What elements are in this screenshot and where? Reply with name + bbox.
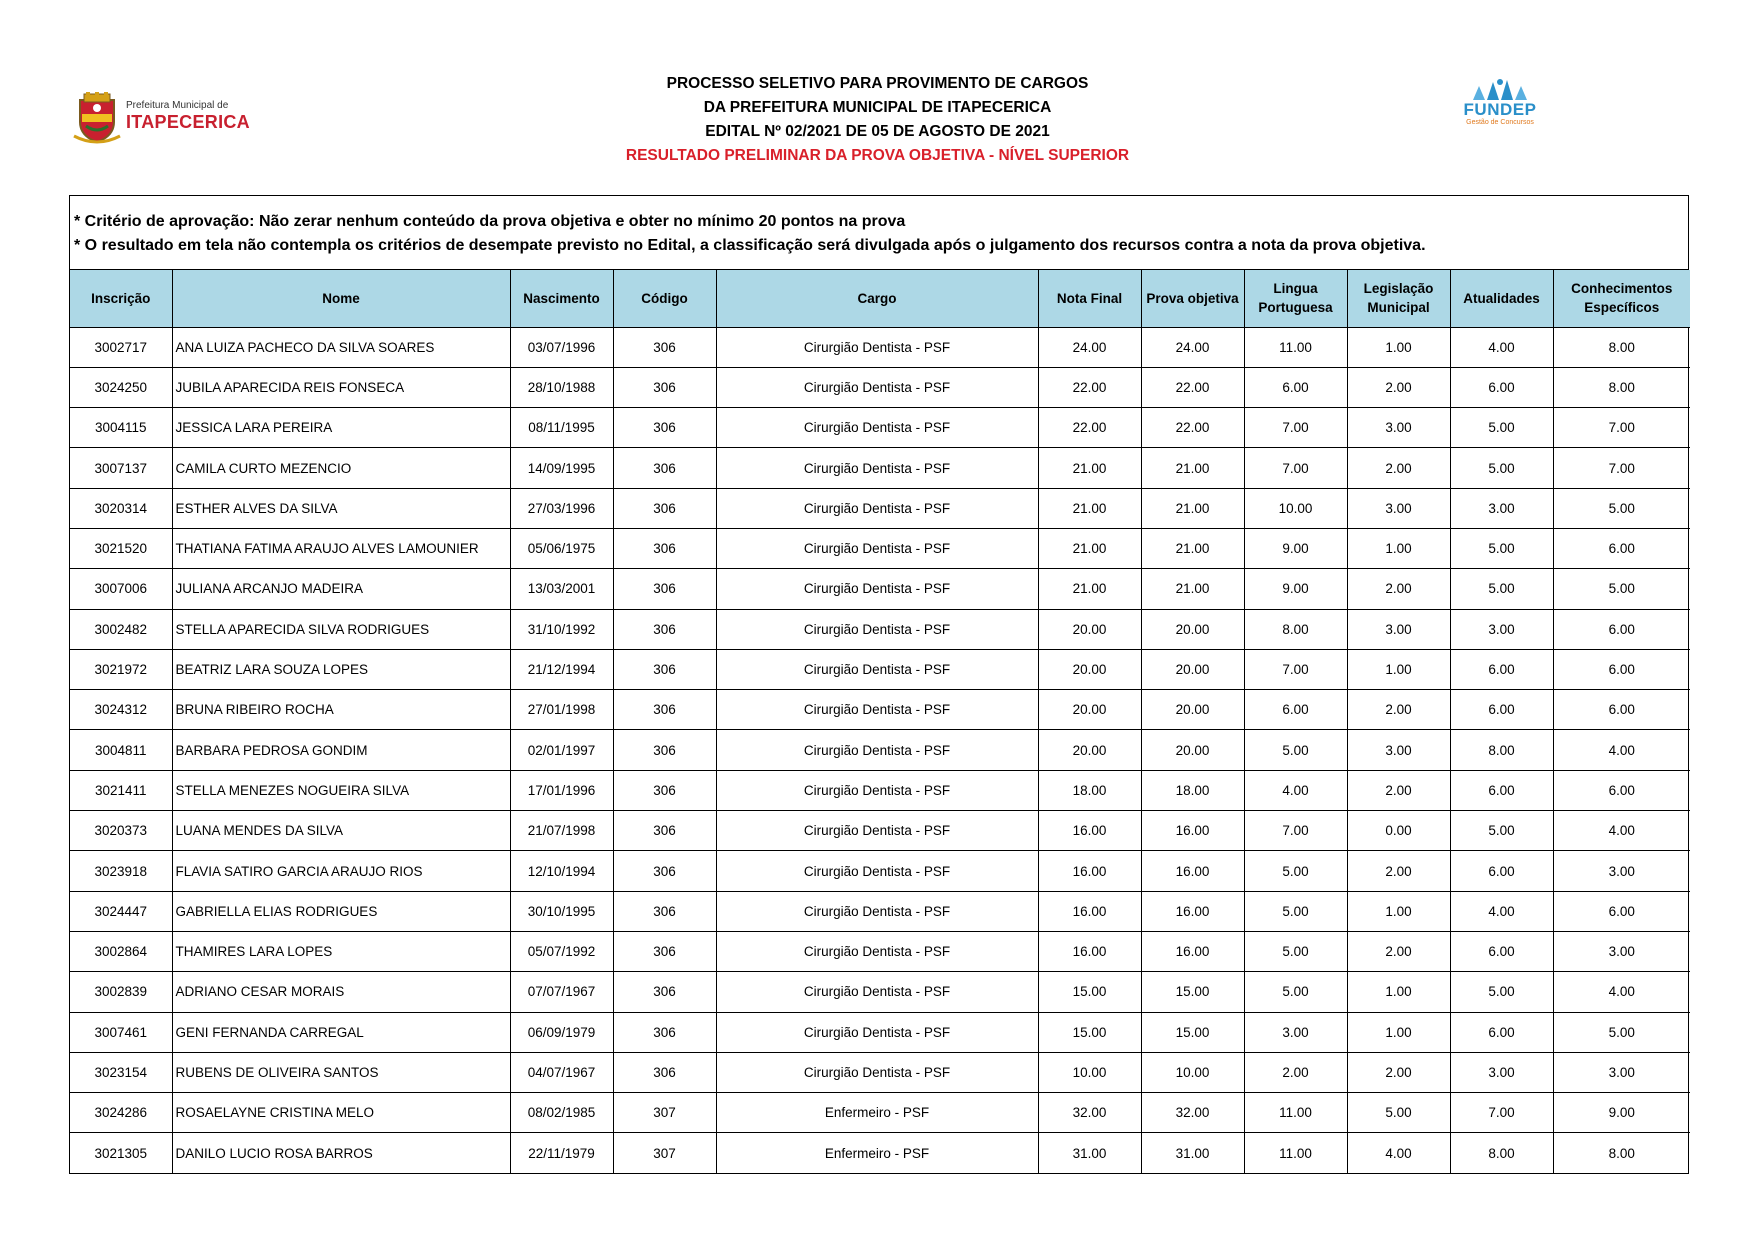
cell-prova-objetiva: 15.00 xyxy=(1141,972,1244,1012)
cell-lingua-portuguesa: 6.00 xyxy=(1244,367,1347,407)
cell-cargo: Cirurgião Dentista - PSF xyxy=(716,931,1038,971)
table-row xyxy=(70,690,1690,730)
table-row xyxy=(70,488,1690,528)
cell-lingua-portuguesa: 7.00 xyxy=(1244,448,1347,488)
cell-lingua-portuguesa: 6.00 xyxy=(1244,690,1347,730)
col-prova-objetiva: Prova objetiva xyxy=(1141,270,1244,327)
cell-prova-objetiva: 31.00 xyxy=(1141,1133,1244,1173)
cell-prova-objetiva: 20.00 xyxy=(1141,649,1244,689)
notes xyxy=(70,196,1688,270)
cell-conhecimentos-especificos: 5.00 xyxy=(1553,1012,1690,1052)
cell-legislacao-municipal: 2.00 xyxy=(1347,448,1450,488)
cell-nome: GABRIELLA ELIAS RODRIGUES xyxy=(172,891,510,931)
cell-inscricao: 3007006 xyxy=(70,569,172,609)
cell-atualidades: 6.00 xyxy=(1450,367,1553,407)
note-criteria: * Critério de aprovação: Não zerar nenhum conteúdo da prova objetiva e obter no mínimo 20 pontos na prova xyxy=(74,213,906,230)
cell-cargo: Enfermeiro - PSF xyxy=(716,1133,1038,1173)
cell-cargo: Cirurgião Dentista - PSF xyxy=(716,609,1038,649)
col-nota-final: Nota Final xyxy=(1038,270,1141,327)
cell-nota-final: 22.00 xyxy=(1038,367,1141,407)
cell-atualidades: 5.00 xyxy=(1450,408,1553,448)
cell-codigo: 306 xyxy=(613,730,716,770)
cell-prova-objetiva: 20.00 xyxy=(1141,609,1244,649)
cell-conhecimentos-especificos: 3.00 xyxy=(1553,851,1690,891)
cell-lingua-portuguesa: 5.00 xyxy=(1244,891,1347,931)
col-conhecimentos-line2: Específicos xyxy=(1584,300,1660,316)
logo-small-text: Prefeitura Municipal de xyxy=(126,100,229,111)
cell-cargo: Cirurgião Dentista - PSF xyxy=(716,488,1038,528)
cell-nome: DANILO LUCIO ROSA BARROS xyxy=(172,1133,510,1173)
cell-nascimento: 12/10/1994 xyxy=(510,851,613,891)
cell-nascimento: 06/09/1979 xyxy=(510,1012,613,1052)
cell-inscricao: 3021520 xyxy=(70,528,172,568)
cell-conhecimentos-especificos: 6.00 xyxy=(1553,770,1690,810)
cell-prova-objetiva: 16.00 xyxy=(1141,811,1244,851)
cell-nome: LUANA MENDES DA SILVA xyxy=(172,811,510,851)
cell-atualidades: 6.00 xyxy=(1450,931,1553,971)
cell-legislacao-municipal: 1.00 xyxy=(1347,972,1450,1012)
cell-codigo: 306 xyxy=(613,690,716,730)
cell-nota-final: 15.00 xyxy=(1038,972,1141,1012)
cell-nota-final: 31.00 xyxy=(1038,1133,1141,1173)
table-row xyxy=(70,770,1690,810)
cell-atualidades: 3.00 xyxy=(1450,1052,1553,1092)
cell-prova-objetiva: 20.00 xyxy=(1141,690,1244,730)
cell-codigo: 307 xyxy=(613,1093,716,1133)
cell-prova-objetiva: 16.00 xyxy=(1141,891,1244,931)
cell-legislacao-municipal: 2.00 xyxy=(1347,1052,1450,1092)
cell-conhecimentos-especificos: 8.00 xyxy=(1553,327,1690,367)
results-table xyxy=(70,270,1690,1173)
cell-conhecimentos-especificos: 7.00 xyxy=(1553,408,1690,448)
cell-atualidades: 4.00 xyxy=(1450,327,1553,367)
cell-nascimento: 27/01/1998 xyxy=(510,690,613,730)
col-codigo: Código xyxy=(613,270,716,327)
cell-nascimento: 21/07/1998 xyxy=(510,811,613,851)
document-header xyxy=(0,72,1755,168)
cell-codigo: 307 xyxy=(613,1133,716,1173)
cell-nascimento: 08/02/1985 xyxy=(510,1093,613,1133)
cell-lingua-portuguesa: 11.00 xyxy=(1244,1093,1347,1133)
cell-nascimento: 02/01/1997 xyxy=(510,730,613,770)
cell-legislacao-municipal: 2.00 xyxy=(1347,851,1450,891)
cell-nascimento: 04/07/1967 xyxy=(510,1052,613,1092)
cell-codigo: 306 xyxy=(613,891,716,931)
cell-conhecimentos-especificos: 4.00 xyxy=(1553,811,1690,851)
logo-big-text: ITAPECERICA xyxy=(126,112,250,132)
cell-lingua-portuguesa: 9.00 xyxy=(1244,528,1347,568)
cell-nome: JUBILA APARECIDA REIS FONSECA xyxy=(172,367,510,407)
header-line-3: EDITAL Nº 02/2021 DE 05 DE AGOSTO DE 2021 xyxy=(705,123,1050,140)
cell-prova-objetiva: 20.00 xyxy=(1141,730,1244,770)
cell-codigo: 306 xyxy=(613,569,716,609)
col-lingua-line2: Portuguesa xyxy=(1258,300,1333,316)
table-row xyxy=(70,327,1690,367)
table-row xyxy=(70,851,1690,891)
cell-lingua-portuguesa: 7.00 xyxy=(1244,811,1347,851)
cell-nome: JULIANA ARCANJO MADEIRA xyxy=(172,569,510,609)
cell-prova-objetiva: 18.00 xyxy=(1141,770,1244,810)
cell-inscricao: 3024447 xyxy=(70,891,172,931)
cell-cargo: Cirurgião Dentista - PSF xyxy=(716,811,1038,851)
table-row xyxy=(70,1133,1690,1173)
cell-nota-final: 16.00 xyxy=(1038,931,1141,971)
col-cargo: Cargo xyxy=(716,270,1038,327)
cell-codigo: 306 xyxy=(613,448,716,488)
cell-inscricao: 3004811 xyxy=(70,730,172,770)
table-row xyxy=(70,367,1690,407)
cell-prova-objetiva: 10.00 xyxy=(1141,1052,1244,1092)
col-legislacao-line2: Municipal xyxy=(1367,300,1430,316)
cell-lingua-portuguesa: 5.00 xyxy=(1244,931,1347,971)
cell-codigo: 306 xyxy=(613,367,716,407)
cell-prova-objetiva: 21.00 xyxy=(1141,448,1244,488)
cell-prova-objetiva: 21.00 xyxy=(1141,569,1244,609)
cell-inscricao: 3024286 xyxy=(70,1093,172,1133)
cell-codigo: 306 xyxy=(613,609,716,649)
cell-legislacao-municipal: 3.00 xyxy=(1347,730,1450,770)
cell-inscricao: 3007461 xyxy=(70,1012,172,1052)
cell-atualidades: 6.00 xyxy=(1450,851,1553,891)
cell-codigo: 306 xyxy=(613,851,716,891)
cell-legislacao-municipal: 1.00 xyxy=(1347,528,1450,568)
cell-conhecimentos-especificos: 6.00 xyxy=(1553,690,1690,730)
cell-legislacao-municipal: 2.00 xyxy=(1347,367,1450,407)
cell-nome: GENI FERNANDA CARREGAL xyxy=(172,1012,510,1052)
cell-atualidades: 8.00 xyxy=(1450,1133,1553,1173)
table-row xyxy=(70,569,1690,609)
cell-nota-final: 16.00 xyxy=(1038,851,1141,891)
cell-inscricao: 3002482 xyxy=(70,609,172,649)
cell-conhecimentos-especificos: 7.00 xyxy=(1553,448,1690,488)
cell-conhecimentos-especificos: 4.00 xyxy=(1553,972,1690,1012)
cell-nota-final: 22.00 xyxy=(1038,408,1141,448)
col-conhecimentos-line1: Conhecimentos xyxy=(1571,281,1673,297)
cell-conhecimentos-especificos: 8.00 xyxy=(1553,1133,1690,1173)
cell-atualidades: 4.00 xyxy=(1450,891,1553,931)
cell-nome: RUBENS DE OLIVEIRA SANTOS xyxy=(172,1052,510,1092)
cell-codigo: 306 xyxy=(613,1052,716,1092)
cell-legislacao-municipal: 0.00 xyxy=(1347,811,1450,851)
cell-nome: ESTHER ALVES DA SILVA xyxy=(172,488,510,528)
cell-legislacao-municipal: 3.00 xyxy=(1347,488,1450,528)
cell-nota-final: 20.00 xyxy=(1038,649,1141,689)
col-legislacao-municipal xyxy=(1347,270,1450,327)
cell-nascimento: 08/11/1995 xyxy=(510,408,613,448)
table-row xyxy=(70,730,1690,770)
cell-atualidades: 3.00 xyxy=(1450,488,1553,528)
cell-cargo: Enfermeiro - PSF xyxy=(716,1093,1038,1133)
cell-prova-objetiva: 16.00 xyxy=(1141,851,1244,891)
cell-nota-final: 10.00 xyxy=(1038,1052,1141,1092)
cell-atualidades: 6.00 xyxy=(1450,649,1553,689)
cell-nome: STELLA MENEZES NOGUEIRA SILVA xyxy=(172,770,510,810)
cell-cargo: Cirurgião Dentista - PSF xyxy=(716,770,1038,810)
cell-cargo: Cirurgião Dentista - PSF xyxy=(716,569,1038,609)
cell-lingua-portuguesa: 7.00 xyxy=(1244,408,1347,448)
cell-nota-final: 16.00 xyxy=(1038,891,1141,931)
table-row xyxy=(70,891,1690,931)
cell-atualidades: 6.00 xyxy=(1450,690,1553,730)
cell-lingua-portuguesa: 11.00 xyxy=(1244,327,1347,367)
cell-nascimento: 21/12/1994 xyxy=(510,649,613,689)
cell-cargo: Cirurgião Dentista - PSF xyxy=(716,528,1038,568)
cell-nota-final: 20.00 xyxy=(1038,690,1141,730)
cell-codigo: 306 xyxy=(613,408,716,448)
fundep-sub: Gestão de Concursos xyxy=(1466,119,1534,126)
cell-conhecimentos-especificos: 5.00 xyxy=(1553,569,1690,609)
cell-atualidades: 8.00 xyxy=(1450,730,1553,770)
cell-legislacao-municipal: 4.00 xyxy=(1347,1133,1450,1173)
cell-atualidades: 5.00 xyxy=(1450,569,1553,609)
cell-atualidades: 3.00 xyxy=(1450,609,1553,649)
cell-nota-final: 20.00 xyxy=(1038,609,1141,649)
cell-nome: BARBARA PEDROSA GONDIM xyxy=(172,730,510,770)
cell-legislacao-municipal: 1.00 xyxy=(1347,1012,1450,1052)
cell-inscricao: 3021305 xyxy=(70,1133,172,1173)
cell-atualidades: 6.00 xyxy=(1450,770,1553,810)
header-line-2: DA PREFEITURA MUNICIPAL DE ITAPECERICA xyxy=(703,99,1052,116)
cell-inscricao: 3004115 xyxy=(70,408,172,448)
cell-cargo: Cirurgião Dentista - PSF xyxy=(716,1052,1038,1092)
col-lingua-portuguesa xyxy=(1244,270,1347,327)
cell-codigo: 306 xyxy=(613,931,716,971)
cell-lingua-portuguesa: 3.00 xyxy=(1244,1012,1347,1052)
cell-legislacao-municipal: 3.00 xyxy=(1347,609,1450,649)
cell-nome: JESSICA LARA PEREIRA xyxy=(172,408,510,448)
cell-legislacao-municipal: 2.00 xyxy=(1347,690,1450,730)
cell-atualidades: 6.00 xyxy=(1450,1012,1553,1052)
cell-legislacao-municipal: 1.00 xyxy=(1347,649,1450,689)
cell-conhecimentos-especificos: 3.00 xyxy=(1553,1052,1690,1092)
table-row xyxy=(70,811,1690,851)
cell-nome: FLAVIA SATIRO GARCIA ARAUJO RIOS xyxy=(172,851,510,891)
cell-nascimento: 05/07/1992 xyxy=(510,931,613,971)
cell-cargo: Cirurgião Dentista - PSF xyxy=(716,649,1038,689)
cell-conhecimentos-especificos: 4.00 xyxy=(1553,730,1690,770)
table-row xyxy=(70,1093,1690,1133)
cell-inscricao: 3007137 xyxy=(70,448,172,488)
cell-conhecimentos-especificos: 6.00 xyxy=(1553,528,1690,568)
cell-prova-objetiva: 24.00 xyxy=(1141,327,1244,367)
cell-codigo: 306 xyxy=(613,649,716,689)
cell-lingua-portuguesa: 11.00 xyxy=(1244,1133,1347,1173)
cell-nome: ADRIANO CESAR MORAIS xyxy=(172,972,510,1012)
cell-cargo: Cirurgião Dentista - PSF xyxy=(716,408,1038,448)
cell-nota-final: 18.00 xyxy=(1038,770,1141,810)
cell-lingua-portuguesa: 9.00 xyxy=(1244,569,1347,609)
cell-inscricao: 3023918 xyxy=(70,851,172,891)
cell-nascimento: 13/03/2001 xyxy=(510,569,613,609)
cell-nota-final: 21.00 xyxy=(1038,569,1141,609)
cell-lingua-portuguesa: 5.00 xyxy=(1244,851,1347,891)
table-row xyxy=(70,528,1690,568)
cell-cargo: Cirurgião Dentista - PSF xyxy=(716,690,1038,730)
cell-cargo: Cirurgião Dentista - PSF xyxy=(716,367,1038,407)
cell-nascimento: 07/07/1967 xyxy=(510,972,613,1012)
cell-prova-objetiva: 22.00 xyxy=(1141,367,1244,407)
cell-lingua-portuguesa: 10.00 xyxy=(1244,488,1347,528)
table-row xyxy=(70,649,1690,689)
cell-nascimento: 14/09/1995 xyxy=(510,448,613,488)
cell-lingua-portuguesa: 5.00 xyxy=(1244,972,1347,1012)
cell-codigo: 306 xyxy=(613,327,716,367)
cell-inscricao: 3020314 xyxy=(70,488,172,528)
cell-conhecimentos-especificos: 8.00 xyxy=(1553,367,1690,407)
cell-conhecimentos-especificos: 6.00 xyxy=(1553,891,1690,931)
cell-conhecimentos-especificos: 6.00 xyxy=(1553,649,1690,689)
cell-nascimento: 30/10/1995 xyxy=(510,891,613,931)
cell-nome: CAMILA CURTO MEZENCIO xyxy=(172,448,510,488)
cell-inscricao: 3002864 xyxy=(70,931,172,971)
cell-inscricao: 3023154 xyxy=(70,1052,172,1092)
cell-prova-objetiva: 21.00 xyxy=(1141,528,1244,568)
cell-nota-final: 32.00 xyxy=(1038,1093,1141,1133)
col-legislacao-line1: Legislação xyxy=(1363,281,1434,297)
cell-codigo: 306 xyxy=(613,972,716,1012)
cell-cargo: Cirurgião Dentista - PSF xyxy=(716,448,1038,488)
cell-inscricao: 3021972 xyxy=(70,649,172,689)
cell-cargo: Cirurgião Dentista - PSF xyxy=(716,327,1038,367)
cell-nascimento: 22/11/1979 xyxy=(510,1133,613,1173)
table-row xyxy=(70,931,1690,971)
cell-nome: STELLA APARECIDA SILVA RODRIGUES xyxy=(172,609,510,649)
cell-cargo: Cirurgião Dentista - PSF xyxy=(716,1012,1038,1052)
cell-atualidades: 5.00 xyxy=(1450,811,1553,851)
cell-conhecimentos-especificos: 6.00 xyxy=(1553,609,1690,649)
cell-lingua-portuguesa: 4.00 xyxy=(1244,770,1347,810)
fundep-word: FUNDEP xyxy=(1463,100,1537,119)
cell-cargo: Cirurgião Dentista - PSF xyxy=(716,730,1038,770)
cell-legislacao-municipal: 3.00 xyxy=(1347,408,1450,448)
table-header-row xyxy=(70,270,1690,327)
cell-prova-objetiva: 22.00 xyxy=(1141,408,1244,448)
cell-nome: BEATRIZ LARA SOUZA LOPES xyxy=(172,649,510,689)
results-box xyxy=(69,195,1689,1174)
cell-nome: BRUNA RIBEIRO ROCHA xyxy=(172,690,510,730)
cell-nome: THATIANA FATIMA ARAUJO ALVES LAMOUNIER xyxy=(172,528,510,568)
col-atualidades: Atualidades xyxy=(1450,270,1553,327)
cell-codigo: 306 xyxy=(613,488,716,528)
cell-legislacao-municipal: 1.00 xyxy=(1347,891,1450,931)
cell-nascimento: 27/03/1996 xyxy=(510,488,613,528)
cell-legislacao-municipal: 2.00 xyxy=(1347,931,1450,971)
cell-conhecimentos-especificos: 5.00 xyxy=(1553,488,1690,528)
cell-nascimento: 31/10/1992 xyxy=(510,609,613,649)
table-row xyxy=(70,448,1690,488)
cell-inscricao: 3024312 xyxy=(70,690,172,730)
col-conhecimentos-especificos xyxy=(1553,270,1690,327)
cell-nome: THAMIRES LARA LOPES xyxy=(172,931,510,971)
cell-nascimento: 28/10/1988 xyxy=(510,367,613,407)
table-row xyxy=(70,1052,1690,1092)
cell-codigo: 306 xyxy=(613,1012,716,1052)
cell-atualidades: 7.00 xyxy=(1450,1093,1553,1133)
table-row xyxy=(70,972,1690,1012)
note-tiebreak: * O resultado em tela não contempla os critérios de desempate previsto no Edital, a classificação será divulgada após o julgamento dos recursos contra a nota da prova objetiva. xyxy=(74,237,1426,254)
cell-inscricao: 3002717 xyxy=(70,327,172,367)
cell-inscricao: 3020373 xyxy=(70,811,172,851)
cell-nota-final: 24.00 xyxy=(1038,327,1141,367)
cell-conhecimentos-especificos: 3.00 xyxy=(1553,931,1690,971)
cell-prova-objetiva: 21.00 xyxy=(1141,488,1244,528)
cell-atualidades: 5.00 xyxy=(1450,448,1553,488)
cell-nota-final: 15.00 xyxy=(1038,1012,1141,1052)
cell-cargo: Cirurgião Dentista - PSF xyxy=(716,891,1038,931)
cell-nota-final: 21.00 xyxy=(1038,488,1141,528)
cell-legislacao-municipal: 1.00 xyxy=(1347,327,1450,367)
cell-nota-final: 20.00 xyxy=(1038,730,1141,770)
cell-legislacao-municipal: 5.00 xyxy=(1347,1093,1450,1133)
cell-atualidades: 5.00 xyxy=(1450,528,1553,568)
col-lingua-line1: Lingua xyxy=(1273,281,1318,297)
col-inscricao: Inscrição xyxy=(70,270,172,327)
cell-conhecimentos-especificos: 9.00 xyxy=(1553,1093,1690,1133)
table-row xyxy=(70,1012,1690,1052)
cell-atualidades: 5.00 xyxy=(1450,972,1553,1012)
cell-inscricao: 3024250 xyxy=(70,367,172,407)
col-nascimento: Nascimento xyxy=(510,270,613,327)
cell-nota-final: 21.00 xyxy=(1038,448,1141,488)
cell-legislacao-municipal: 2.00 xyxy=(1347,569,1450,609)
cell-inscricao: 3021411 xyxy=(70,770,172,810)
cell-lingua-portuguesa: 2.00 xyxy=(1244,1052,1347,1092)
table-row xyxy=(70,609,1690,649)
cell-lingua-portuguesa: 7.00 xyxy=(1244,649,1347,689)
table-body xyxy=(70,327,1690,1173)
cell-nota-final: 21.00 xyxy=(1038,528,1141,568)
header-line-1: PROCESSO SELETIVO PARA PROVIMENTO DE CARGOS xyxy=(666,75,1089,92)
cell-lingua-portuguesa: 8.00 xyxy=(1244,609,1347,649)
cell-prova-objetiva: 32.00 xyxy=(1141,1093,1244,1133)
cell-codigo: 306 xyxy=(613,528,716,568)
table-row xyxy=(70,408,1690,448)
cell-nome: ROSAELAYNE CRISTINA MELO xyxy=(172,1093,510,1133)
cell-cargo: Cirurgião Dentista - PSF xyxy=(716,972,1038,1012)
cell-lingua-portuguesa: 5.00 xyxy=(1244,730,1347,770)
cell-nome: ANA LUIZA PACHECO DA SILVA SOARES xyxy=(172,327,510,367)
col-nome: Nome xyxy=(172,270,510,327)
cell-nascimento: 03/07/1996 xyxy=(510,327,613,367)
cell-codigo: 306 xyxy=(613,811,716,851)
cell-nascimento: 05/06/1975 xyxy=(510,528,613,568)
cell-codigo: 306 xyxy=(613,770,716,810)
cell-cargo: Cirurgião Dentista - PSF xyxy=(716,851,1038,891)
cell-inscricao: 3002839 xyxy=(70,972,172,1012)
cell-nota-final: 16.00 xyxy=(1038,811,1141,851)
cell-prova-objetiva: 15.00 xyxy=(1141,1012,1244,1052)
cell-legislacao-municipal: 2.00 xyxy=(1347,770,1450,810)
cell-nascimento: 17/01/1996 xyxy=(510,770,613,810)
header-line-4: RESULTADO PRELIMINAR DA PROVA OBJETIVA - NÍVEL SUPERIOR xyxy=(625,147,1130,164)
cell-prova-objetiva: 16.00 xyxy=(1141,931,1244,971)
